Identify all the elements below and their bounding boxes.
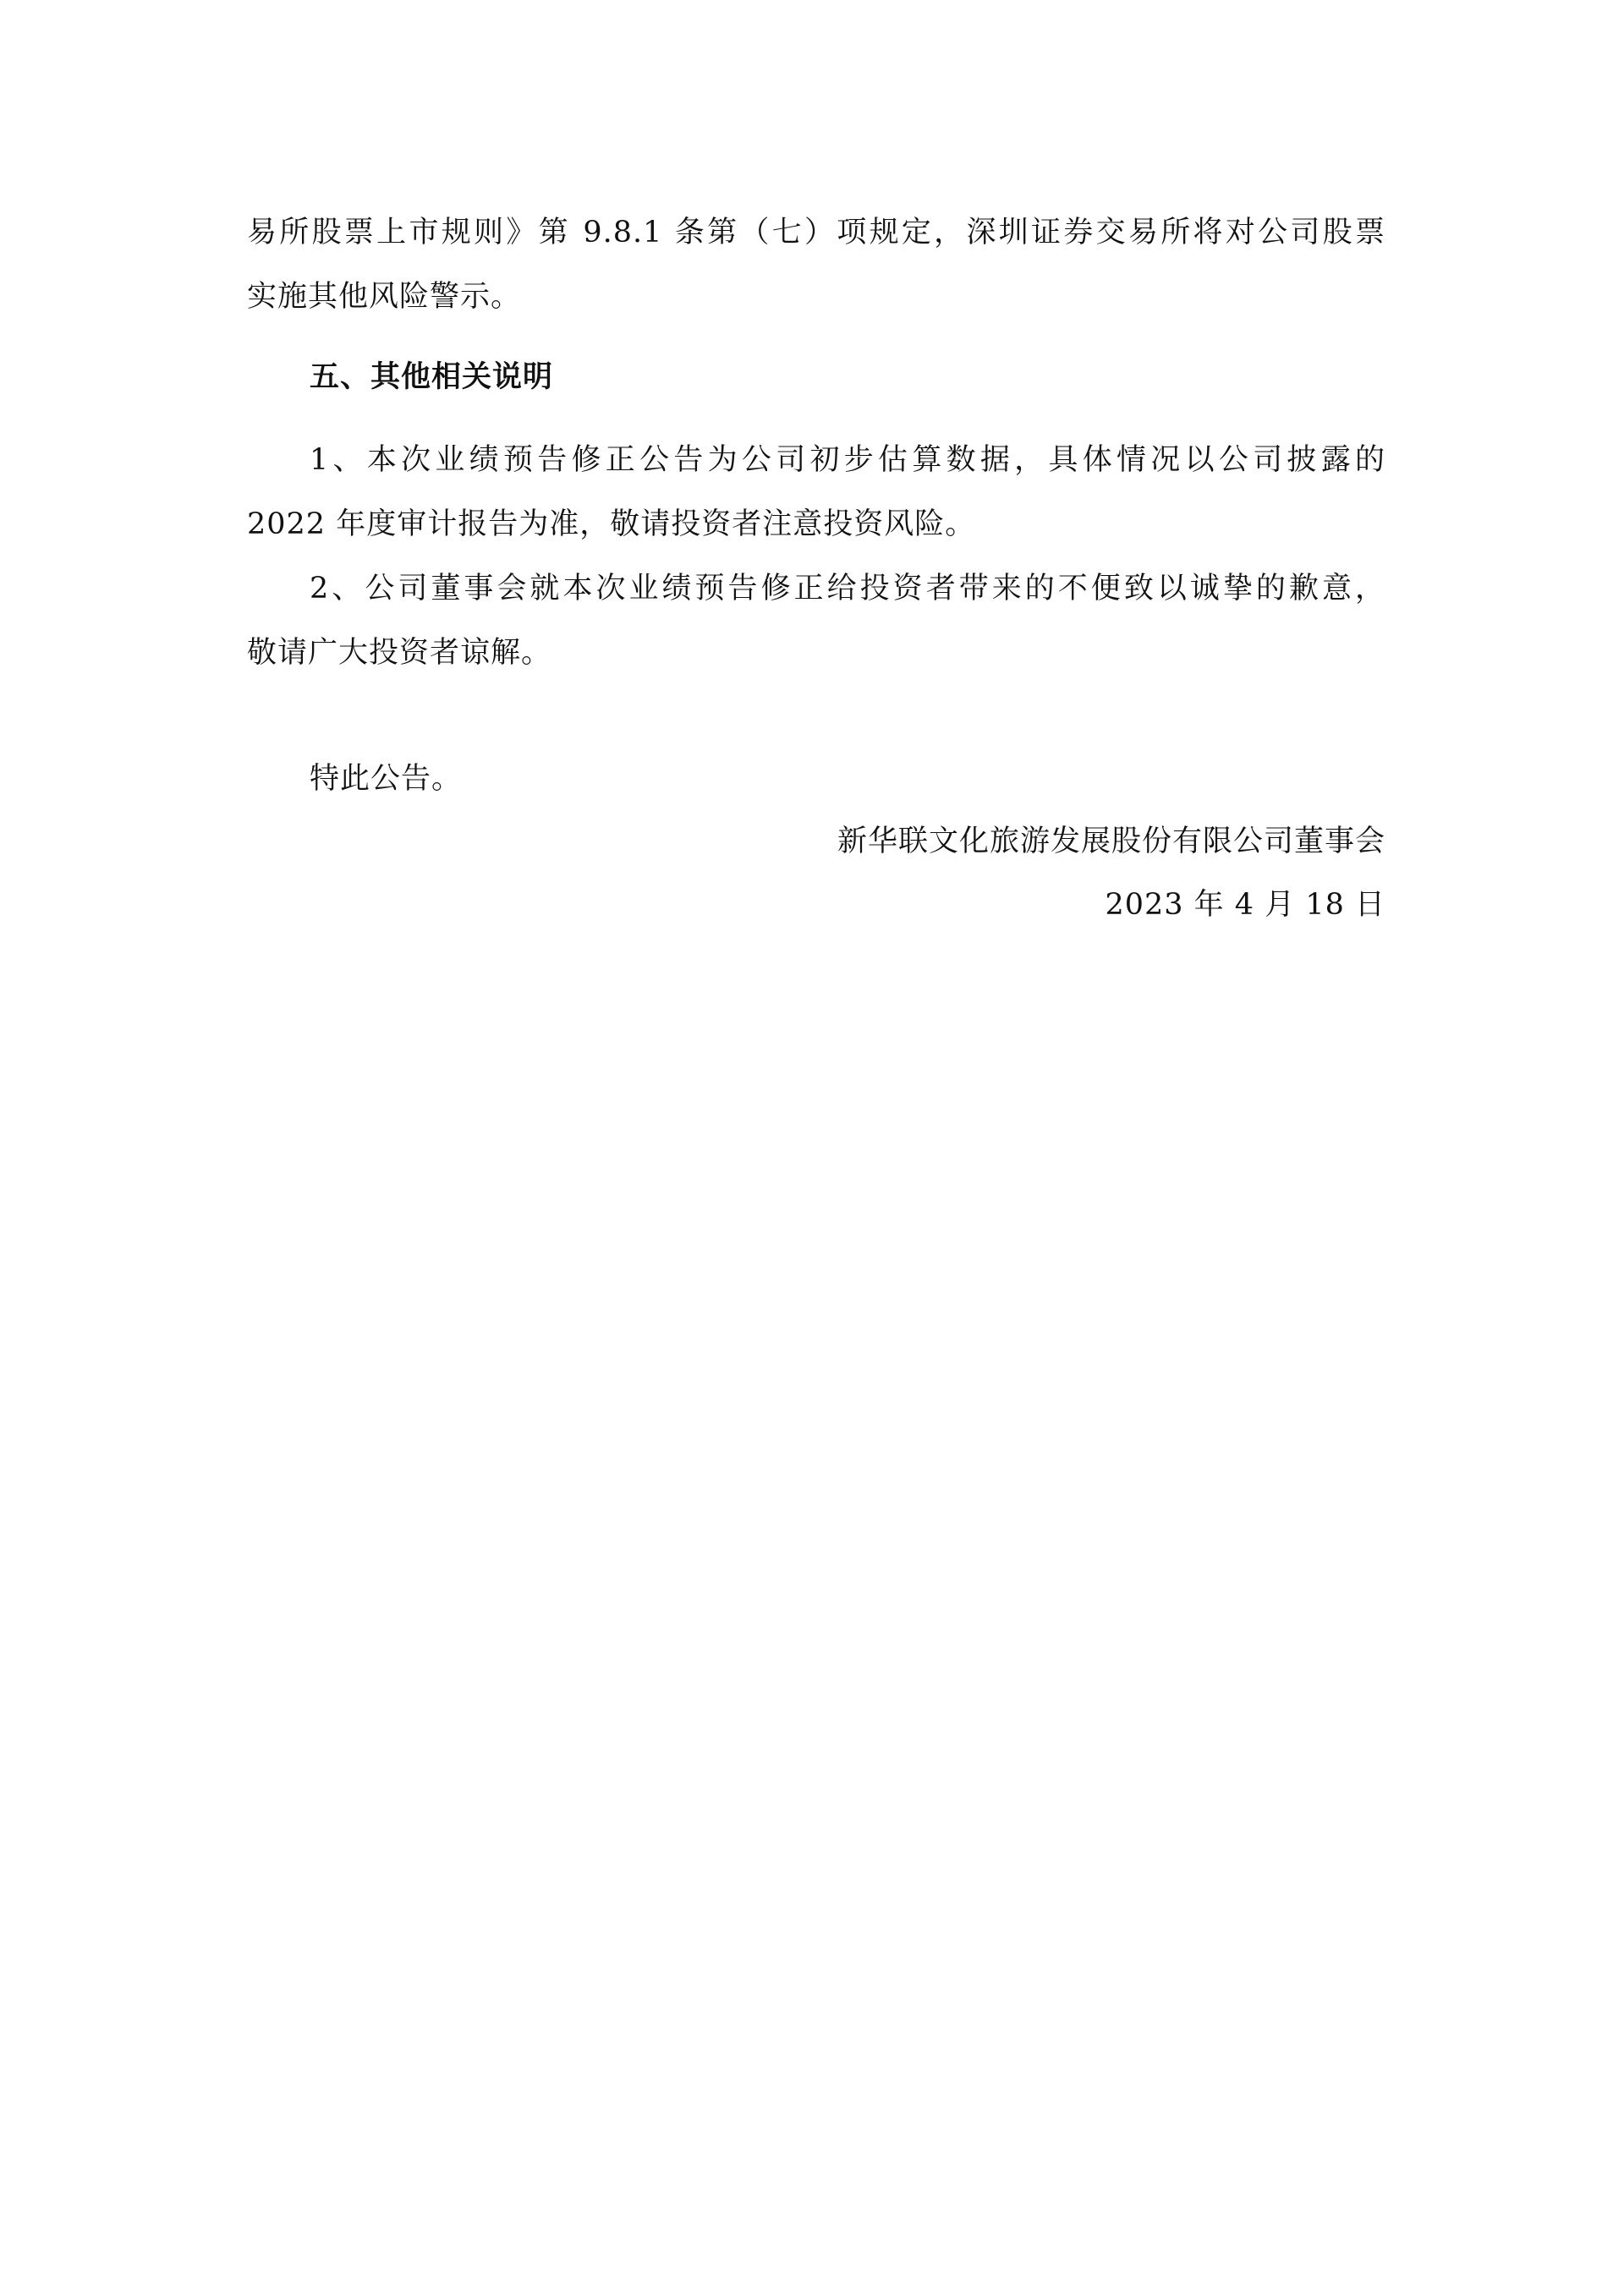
signature-date: 2023 年 4 月 18 日 bbox=[1105, 888, 1385, 922]
list-item-line: 1、本次业绩预告修正公告为公司初步估算数据，具体情况以公司披露的 bbox=[310, 443, 1385, 477]
paragraph-line: 实施其他风险警示。 bbox=[247, 280, 522, 314]
list-item-line: 敬请广大投资者谅解。 bbox=[247, 636, 552, 670]
closing-notice: 特此公告。 bbox=[310, 762, 463, 796]
list-item-line: 2022 年度审计报告为准，敬请投资者注意投资风险。 bbox=[247, 507, 976, 541]
paragraph-line: 易所股票上市规则》第 9.8.1 条第（七）项规定，深圳证券交易所将对公司股票 bbox=[247, 216, 1385, 249]
section-heading: 五、其他相关说明 bbox=[310, 359, 554, 394]
signatory: 新华联文化旅游发展股份有限公司董事会 bbox=[837, 825, 1385, 858]
list-item-line: 2、公司董事会就本次业绩预告修正给投资者带来的不便致以诚挚的歉意， bbox=[310, 572, 1385, 606]
